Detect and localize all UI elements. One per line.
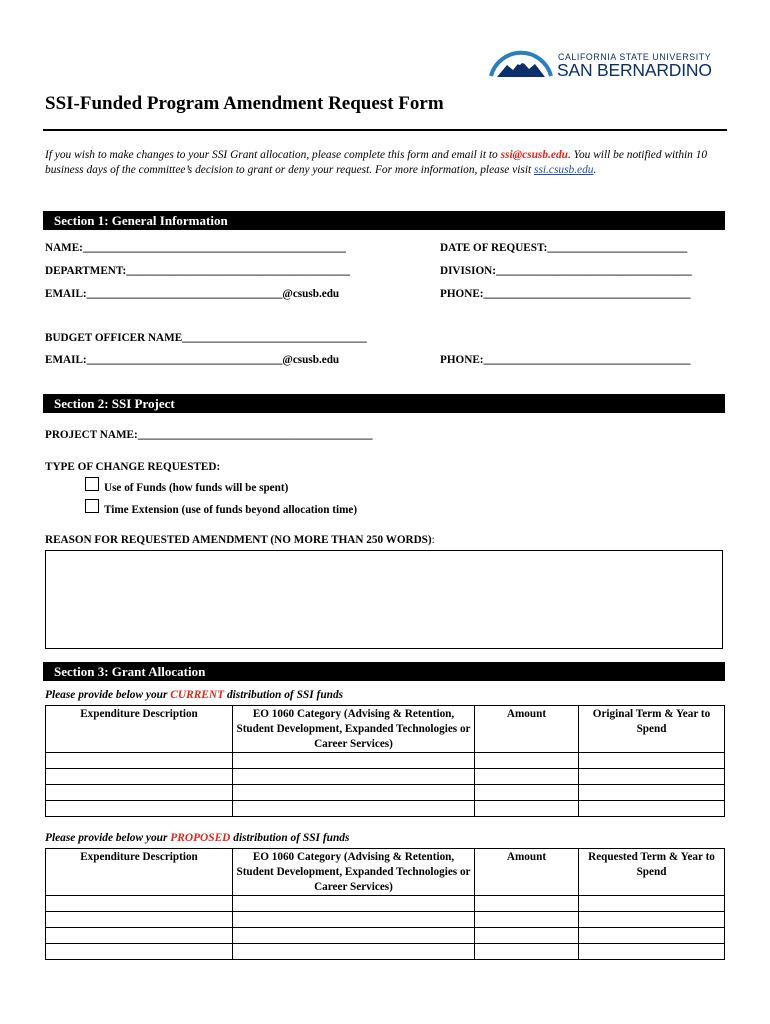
division-field[interactable]: DIVISION:___________________________________ (440, 265, 692, 277)
table-cell[interactable] (579, 753, 725, 769)
table-cell[interactable] (233, 896, 475, 912)
use-of-funds-checkbox[interactable] (85, 477, 99, 491)
col-amount: Amount (475, 706, 579, 753)
table-cell[interactable] (579, 912, 725, 928)
reason-textarea[interactable] (45, 550, 723, 649)
table-row (46, 928, 725, 944)
intro-text-3: . (593, 164, 597, 176)
table-cell[interactable] (233, 801, 475, 817)
table-cell[interactable] (475, 801, 579, 817)
table-cell[interactable] (46, 912, 233, 928)
reason-label-colon: : (431, 534, 435, 546)
table-cell[interactable] (475, 769, 579, 785)
section-1-header: Section 1: General Information (43, 211, 725, 230)
proposed-distribution-label (45, 832, 349, 844)
website-link[interactable]: ssi.csusb.edu (534, 164, 594, 176)
logo-line-2: SAN BERNARDINO (557, 60, 712, 80)
table-row (46, 769, 725, 785)
time-extension-checkbox[interactable] (85, 499, 99, 513)
table-cell[interactable] (46, 753, 233, 769)
table-cell[interactable] (579, 769, 725, 785)
current-emph: CURRENT (170, 689, 225, 701)
budget-officer-email-field[interactable]: EMAIL:___________________________________@csusb.edu (45, 354, 340, 366)
logo-line-1: CALIFORNIA STATE UNIVERSITY (558, 52, 712, 62)
use-of-funds-label: Use of Funds (how funds will be spent) (104, 482, 289, 494)
date-of-request-field[interactable]: DATE OF REQUEST:_________________________ (440, 242, 688, 254)
col-expenditure-description: Expenditure Description (46, 849, 233, 896)
table-cell[interactable] (46, 928, 233, 944)
table-cell[interactable] (475, 912, 579, 928)
table-cell[interactable] (579, 896, 725, 912)
table-cell[interactable] (475, 753, 579, 769)
table-cell[interactable] (579, 928, 725, 944)
col-expenditure-description: Expenditure Description (46, 706, 233, 753)
title-divider (43, 129, 727, 131)
proposed-post: distribution of SSI funds (230, 832, 350, 844)
csusb-logo (489, 50, 714, 80)
proposed-emph: PROPOSED (170, 832, 231, 844)
col-requested-term: Requested Term & Year to Spend (579, 849, 725, 896)
table-cell[interactable] (46, 944, 233, 960)
phone-field[interactable]: PHONE:_____________________________________ (440, 288, 691, 300)
table-cell[interactable] (46, 769, 233, 785)
table-header-row (46, 849, 725, 896)
time-extension-label: Time Extension (use of funds beyond allocation time) (104, 504, 358, 516)
proposed-pre: Please provide below your (45, 832, 171, 844)
table-cell[interactable] (46, 785, 233, 801)
form-title: SSI-Funded Program Amendment Request Form (45, 93, 444, 114)
intro-text-2: . You will be notified within 10 business days of the committee’s decision to grant or deny your request. For more information, please visit (45, 149, 708, 176)
col-amount: Amount (475, 849, 579, 896)
table-cell[interactable] (233, 753, 475, 769)
mountain-logo-icon (489, 50, 553, 80)
table-cell[interactable] (579, 944, 725, 960)
table-cell[interactable] (475, 944, 579, 960)
section-2-header: Section 2: SSI Project (43, 394, 725, 413)
col-original-term: Original Term & Year to Spend (579, 706, 725, 753)
col-eo-category: EO 1060 Category (Advising & Retention, Student Development, Expanded Technologies or Career Services) (233, 706, 475, 753)
table-cell[interactable] (46, 896, 233, 912)
current-pre: Please provide below your (45, 689, 171, 701)
col-eo-category: EO 1060 Category (Advising & Retention, Student Development, Expanded Technologies or Career Services) (233, 849, 475, 896)
intro-paragraph (45, 148, 725, 178)
budget-officer-name-field[interactable]: BUDGET OFFICER NAME_________________________________ (45, 332, 367, 344)
table-cell[interactable] (579, 785, 725, 801)
table-cell[interactable] (46, 801, 233, 817)
table-row (46, 801, 725, 817)
reason-label-text: REASON FOR REQUESTED AMENDMENT (NO MORE THAN 250 WORDS) (45, 534, 432, 546)
table-cell[interactable] (475, 785, 579, 801)
current-post: distribution of SSI funds (224, 689, 344, 701)
name-field[interactable]: NAME:_______________________________________________ (45, 242, 346, 254)
table-row (46, 944, 725, 960)
table-cell[interactable] (233, 928, 475, 944)
project-name-field[interactable]: PROJECT NAME:__________________________________________ (45, 429, 373, 441)
table-row (46, 912, 725, 928)
table-cell[interactable] (233, 785, 475, 801)
proposed-distribution-table (45, 848, 725, 960)
table-cell[interactable] (233, 769, 475, 785)
email-field[interactable]: EMAIL:___________________________________@csusb.edu (45, 288, 340, 300)
email-link[interactable]: ssi@csusb.edu (500, 149, 568, 161)
current-distribution-table (45, 705, 725, 817)
table-row (46, 753, 725, 769)
section-3-header: Section 3: Grant Allocation (43, 662, 725, 681)
table-header-row (46, 706, 725, 753)
table-cell[interactable] (475, 896, 579, 912)
type-of-change-label: TYPE OF CHANGE REQUESTED: (45, 461, 221, 473)
budget-officer-phone-field[interactable]: PHONE:_____________________________________ (440, 354, 691, 366)
current-distribution-label (45, 689, 343, 701)
department-field[interactable]: DEPARTMENT:________________________________________ (45, 265, 350, 277)
intro-text-1: If you wish to make changes to your SSI Grant allocation, please complete this form and email it to (45, 149, 501, 161)
table-cell[interactable] (233, 944, 475, 960)
table-cell[interactable] (475, 928, 579, 944)
table-row (46, 896, 725, 912)
table-cell[interactable] (233, 912, 475, 928)
reason-label (45, 533, 435, 547)
table-row (46, 785, 725, 801)
table-cell[interactable] (579, 801, 725, 817)
